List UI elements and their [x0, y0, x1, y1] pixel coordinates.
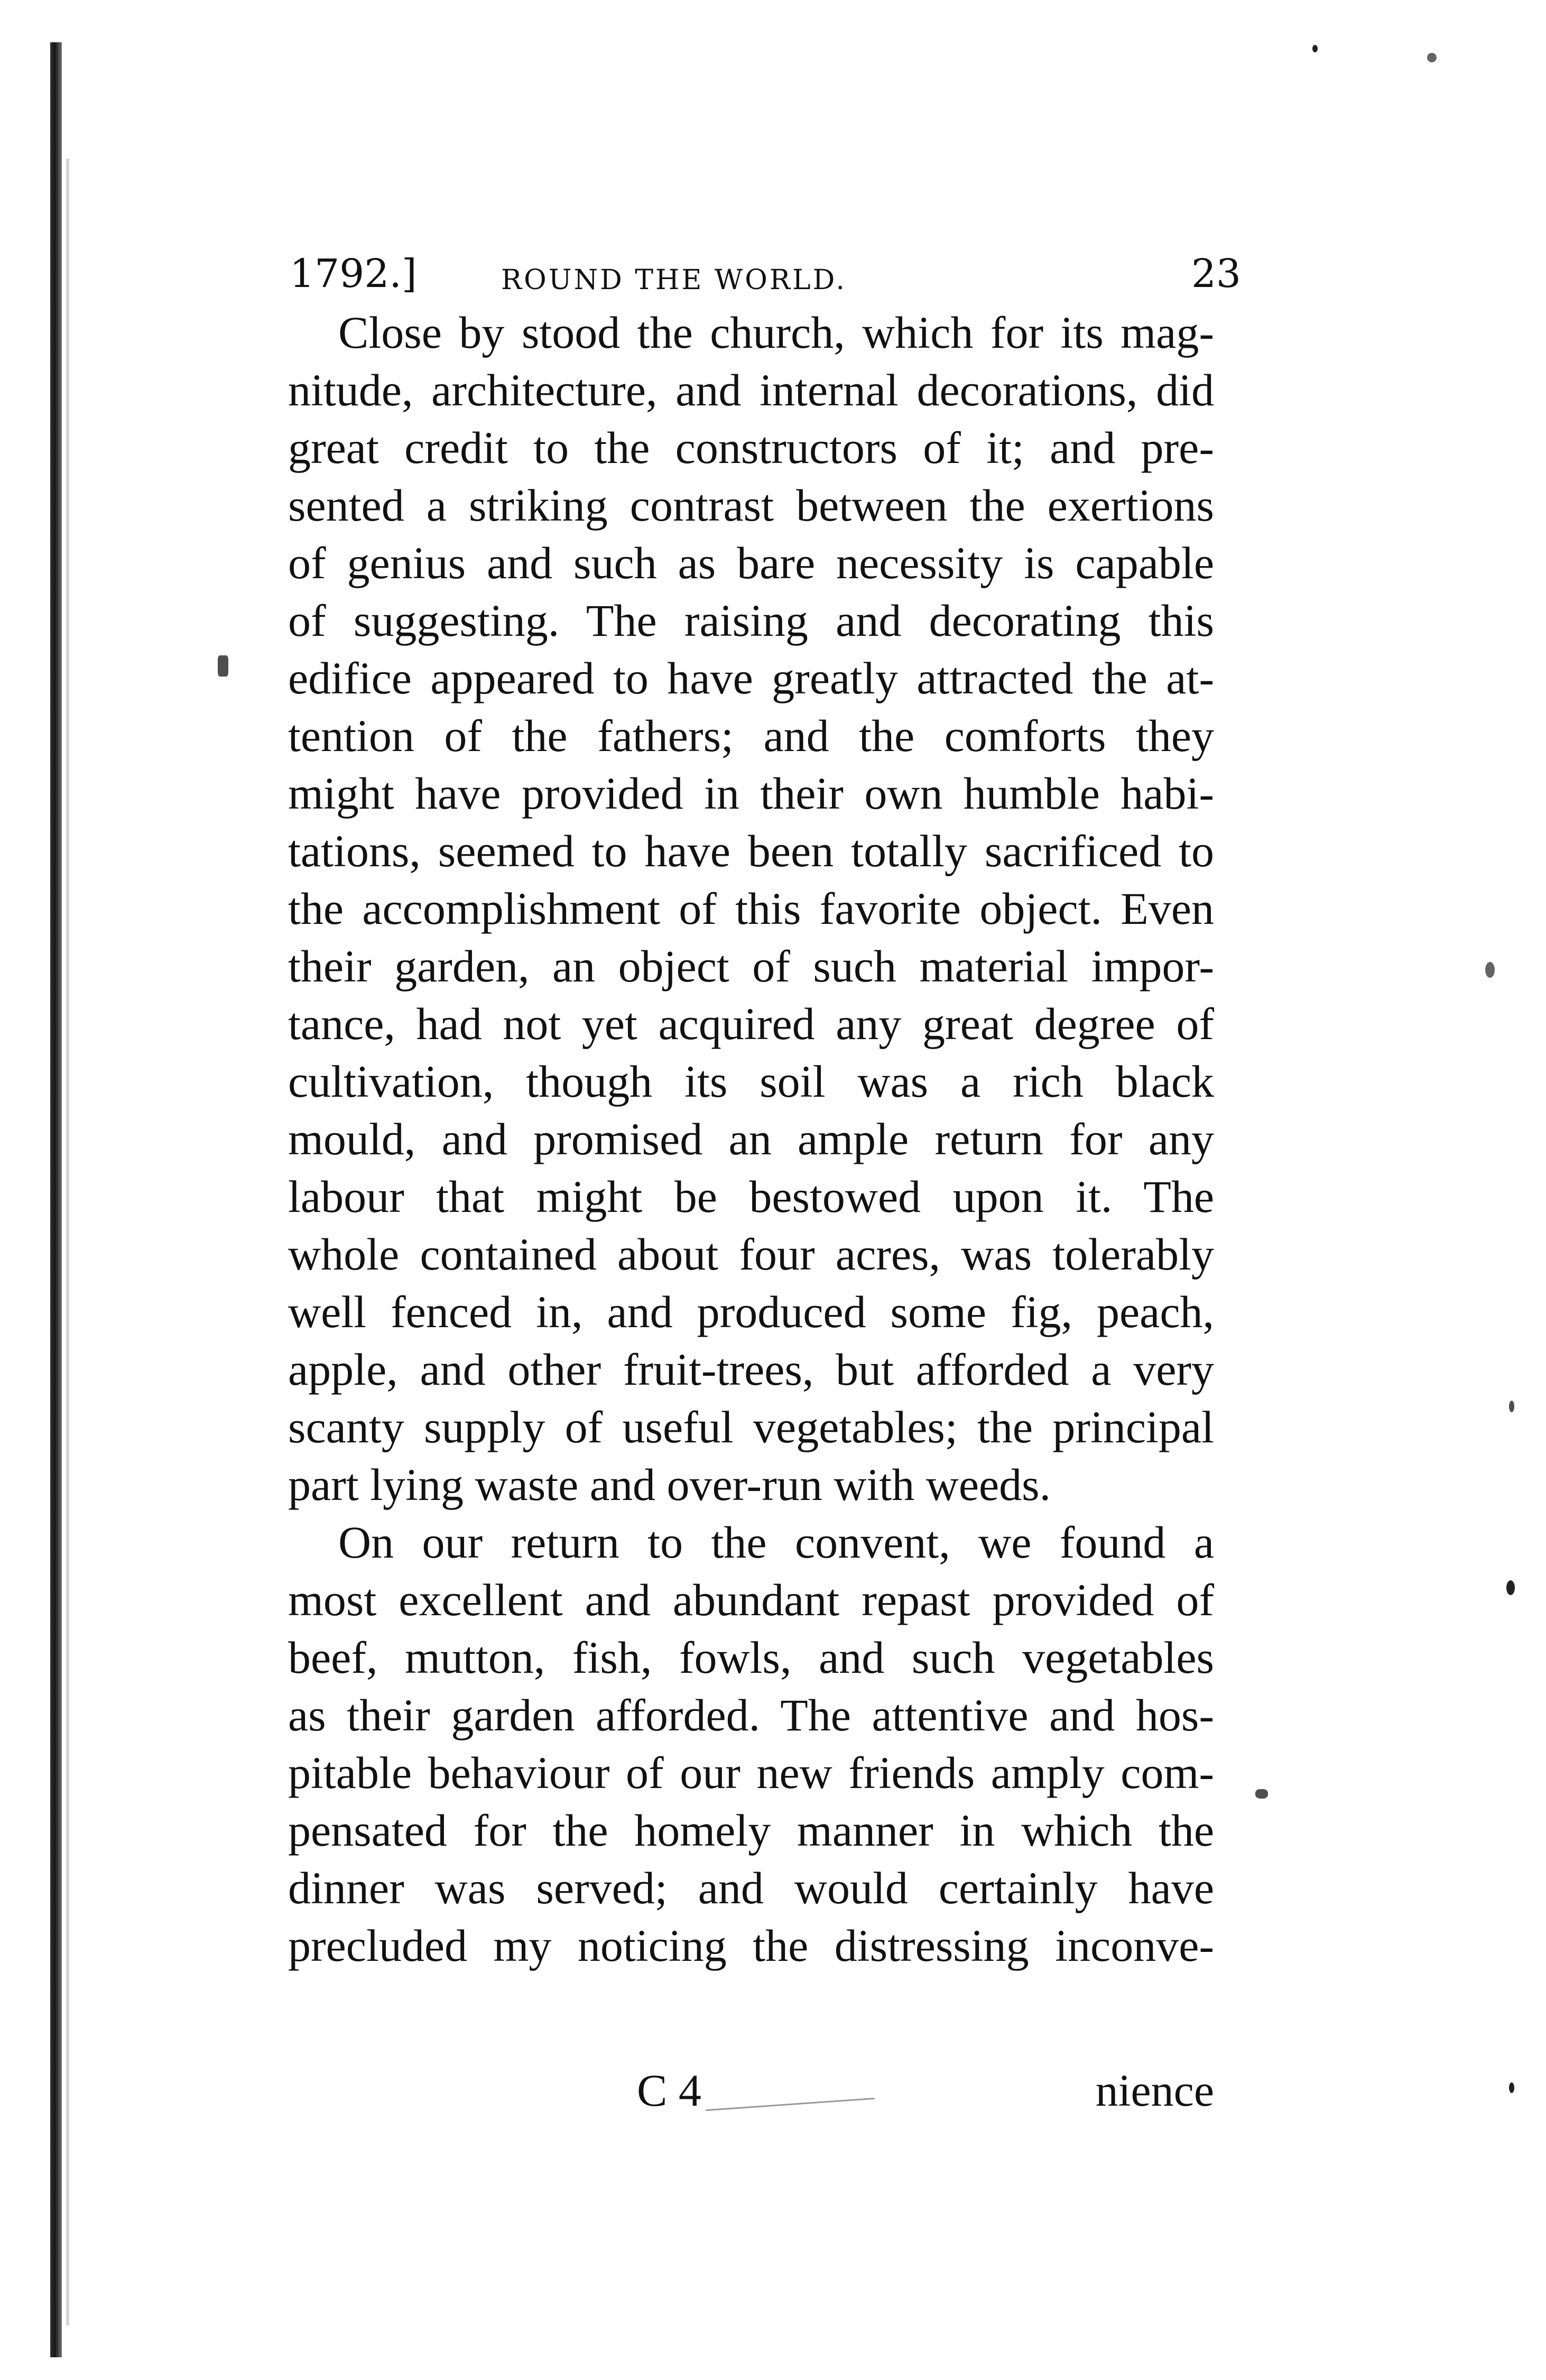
text-line: the accomplishment of this favorite object. Even	[288, 883, 1214, 934]
text-line: dinner was served; and would certainly have	[288, 1863, 1214, 1913]
paper-speck	[1485, 962, 1495, 978]
text-line: tance, had not yet acquired any great degree of	[288, 998, 1214, 1049]
text-line: of genius and such as bare necessity is capable	[288, 538, 1214, 588]
text-line: apple, and other fruit-trees, but afforded a very	[288, 1344, 1214, 1395]
paper-speck	[1427, 53, 1437, 62]
text-line: nitude, architecture, and internal decorations, did	[288, 365, 1214, 415]
page-number: 23	[1191, 251, 1241, 297]
paper-speck	[1509, 1401, 1514, 1412]
text-line: pensated for the homely manner in which the	[288, 1805, 1214, 1856]
text-line: most excellent and abundant repast provided of	[288, 1575, 1214, 1625]
page-gutter-edge	[66, 159, 69, 2326]
header-title: ROUND THE WORLD.	[501, 264, 847, 296]
paper-speck	[1312, 45, 1318, 52]
text-line: well fenced in, and produced some fig, peach,	[288, 1286, 1214, 1337]
text-line: might have provided in their own humble habi-	[288, 768, 1214, 819]
text-line: scanty supply of useful vegetables; the principal	[288, 1402, 1214, 1452]
header-year: 1792.]	[290, 251, 417, 297]
running-header	[290, 253, 1241, 295]
ink-stroke	[706, 2098, 874, 2111]
signature-mark: C 4	[637, 2065, 701, 2116]
text-line: edifice appeared to have greatly attracted the at-	[288, 653, 1214, 703]
page-footer	[288, 2064, 1214, 2117]
book-spine-shadow	[50, 42, 62, 2357]
paper-speck	[1255, 1789, 1268, 1799]
text-line: pitable behaviour of our new friends amply com-	[288, 1747, 1214, 1798]
paper-speck	[1506, 1580, 1515, 1595]
text-line: precluded my noticing the distressing inconve-	[288, 1920, 1214, 1971]
text-line: part lying waste and over-run with weeds.	[288, 1459, 1051, 1510]
text-line: beef, mutton, fish, fowls, and such vegetables	[288, 1632, 1214, 1683]
text-line: tention of the fathers; and the comforts they	[288, 710, 1214, 761]
text-line: whole contained about four acres, was tolerably	[288, 1229, 1214, 1280]
text-line: great credit to the constructors of it; and pre-	[288, 422, 1214, 473]
text-line: cultivation, though its soil was a rich black	[288, 1056, 1214, 1107]
text-line: labour that might be bestowed upon it. The	[288, 1171, 1214, 1222]
body-text	[288, 304, 1214, 1975]
text-line: mould, and promised an ample return for any	[288, 1114, 1214, 1164]
paper-speck	[218, 655, 228, 677]
text-line: as their garden afforded. The attentive and hos-	[288, 1690, 1214, 1740]
text-line: tations, seemed to have been totally sacrificed to	[288, 826, 1214, 876]
text-line: sented a striking contrast between the exertions	[288, 480, 1214, 531]
text-line: Close by stood the church, which for its mag-	[338, 307, 1214, 358]
catchword: nience	[1095, 2065, 1214, 2116]
text-line: On our return to the convent, we found a	[338, 1517, 1214, 1568]
paper-speck	[1509, 2082, 1514, 2093]
text-line: their garden, an object of such material impor-	[288, 941, 1214, 992]
text-line: of suggesting. The raising and decorating this	[288, 595, 1214, 646]
